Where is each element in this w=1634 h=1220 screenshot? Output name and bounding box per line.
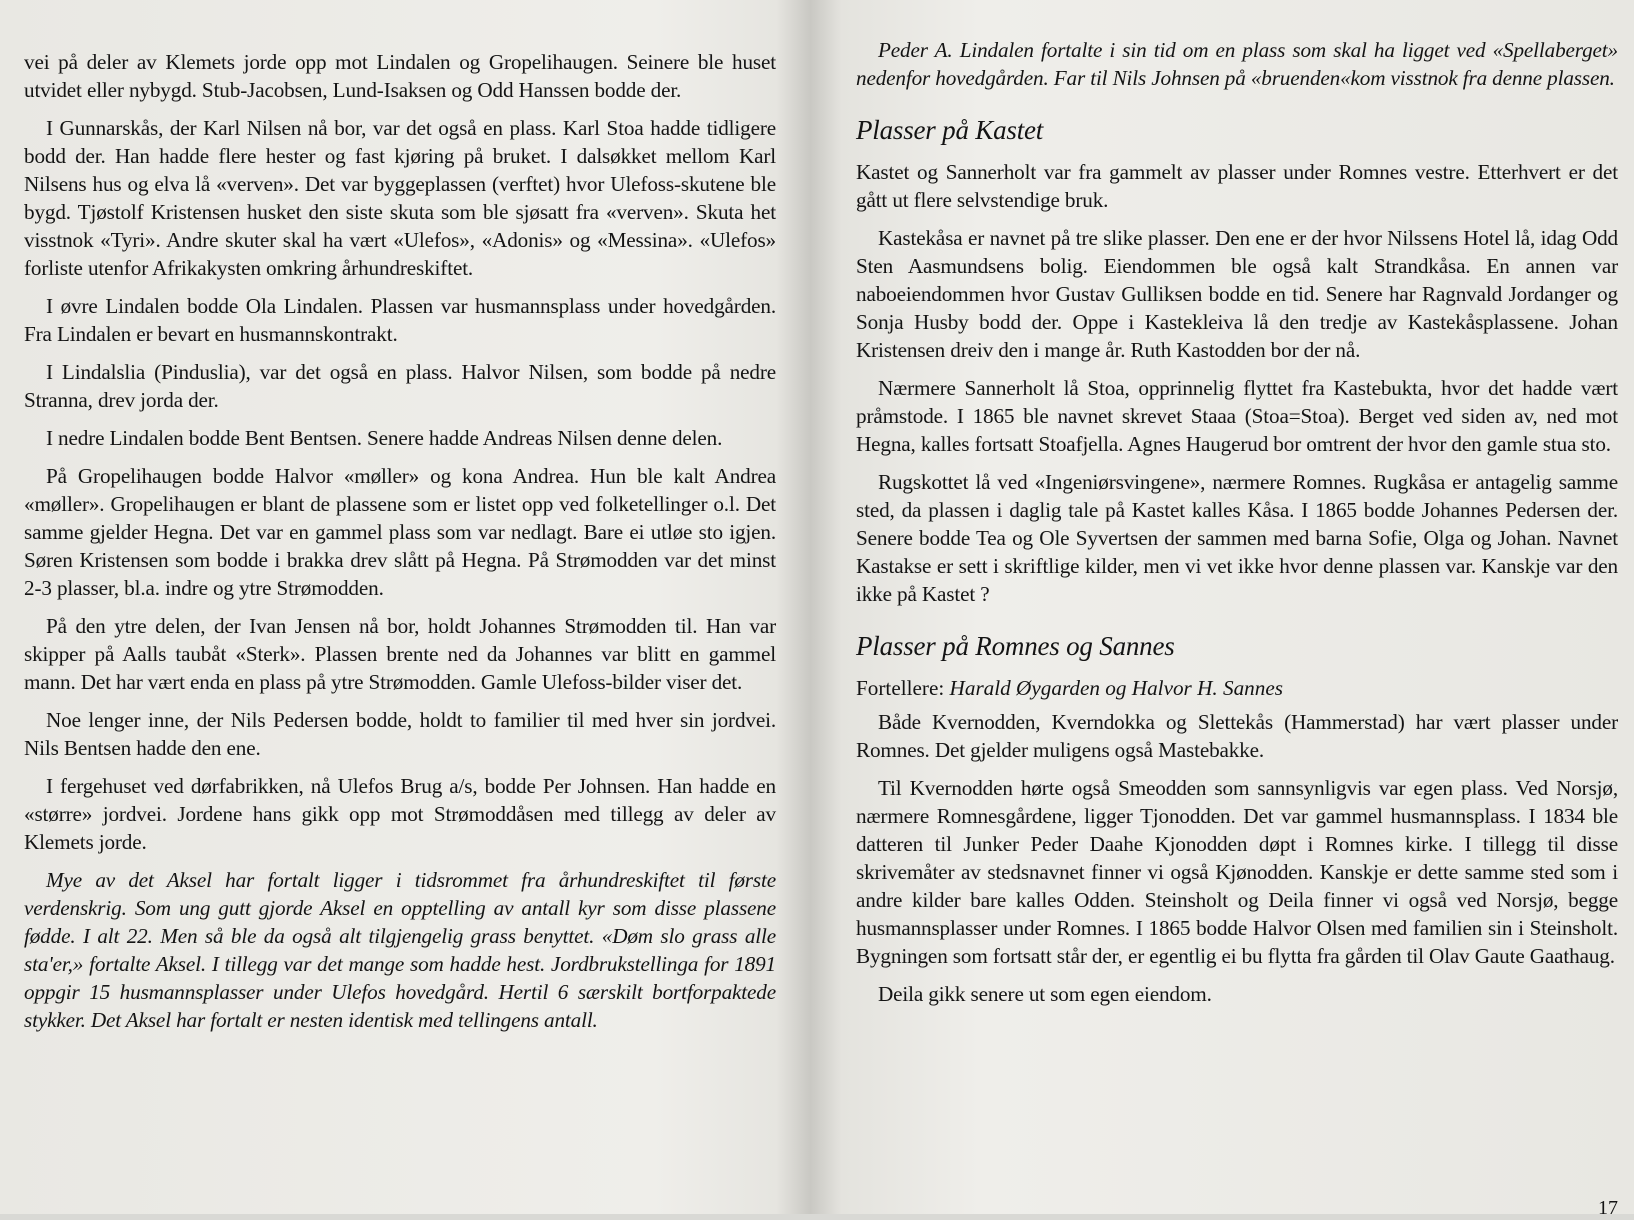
right-intro-italic: Peder A. Lindalen fortalte i sin tid om en plass som skal ha ligget ved «Spellaberget» nedenfor hovedgården. Far til Nils Johnsen på «bruenden«kom visstnok fra denne plassen. xyxy=(856,38,1618,90)
section-heading-romnes-sannes: Plasser på Romnes og Sannes xyxy=(856,631,1175,661)
kastet-paragraph-4: Rugskottet lå ved «Ingeniørsvingene», nærmere Romnes. Rugkåsa er antagelig samme sted, da plassen i daglig tale på Kastet kalles Kåsa. I 1865 bodde Johannes Pedersen der. Senere bodde Tea og Ole Syvertsen der sammen med barna Sofie, Olga og Johan. Navnet Kastakse er sett i skriftlige kilder, men vi vet ikke hvor denne plassen var. Kanskje var den ikke på Kastet ? xyxy=(856,470,1618,606)
left-paragraph-6: På Gropelihaugen bodde Halvor «møller» og kona Andrea. Hun ble kalt Andrea «møller». Gropelihaugen er blant de plassene som er listet opp ved folketellinger o.l. Det samme gjelder Hegna. Det var en gammel plass som var nedlagt. Bare ei utløe sto igjen. Søren Kristensen som bodde i brakka drev slått på Hegna. På Strømodden var det minst 2-3 plasser, bl.a. indre og ytre Strømodden. xyxy=(24,464,776,600)
kastet-paragraph-2: Kastekåsa er navnet på tre slike plasser. Den ene er der hvor Nilssens Hotel lå, idag Odd Sten Aasmundsens bolig. Eiendommen ble også kalt Strandkåsa. En annen var naboeiendommen hvor Gustav Gulliksen bodde en tid. Senere har Ragnvald Jordanger og Sonja Husby bodd der. Oppe i Kastekleiva lå den tredje av Kastekåsplassene. Johan Kristensen dreiv den i mange år. Ruth Kastodden bor der nå. xyxy=(856,226,1618,362)
left-paragraph-5: I nedre Lindalen bodde Bent Bentsen. Senere hadde Andreas Nilsen denne delen. xyxy=(46,426,723,450)
page-number: 17 xyxy=(1598,1197,1618,1219)
narrators-names: Harald Øygarden og Halvor H. Sannes xyxy=(949,676,1284,700)
romnes-paragraph-1: Både Kvernodden, Kverndokka og Slettekås (Hammerstad) har vært plasser under Romnes. Det gjelder muligens også Mastebakke. xyxy=(856,710,1618,762)
left-italic-summary: Mye av det Aksel har fortalt ligger i tidsrommet fra århundreskiftet til første verdenskrig. Som ung gutt gjorde Aksel en opptelling av antall kyr som disse plassene fødde. I alt 22. Men så ble da også alt tilgjengelig grass benyttet. «Døm slo grass alle sta'er,» fortalte Aksel. I tillegg var det mange som hadde hest. Jordbrukstellinga for 1891 oppgir 15 husmannsplasser under Ulefos hovedgård. Hertil 6 særskilt bortforpaktede stykker. Det Aksel har fortalt er nesten identisk med tellingens antall. xyxy=(24,868,776,1032)
left-paragraph-8: Noe lenger inne, der Nils Pedersen bodde, holdt to familier til med hver sin jordvei. Nils Bentsen hadde den ene. xyxy=(24,708,776,760)
left-paragraph-1: vei på deler av Klemets jorde opp mot Lindalen og Gropelihaugen. Seinere ble huset utvidet eller nybygd. Stub-Jacobsen, Lund-Isaksen og Odd Hanssen bodde der. xyxy=(24,50,776,102)
left-paragraph-3: I øvre Lindalen bodde Ola Lindalen. Plassen var husmannsplass under hovedgården. Fra Lindalen er bevart en husmannskontrakt. xyxy=(24,294,776,346)
romnes-paragraph-2: Til Kvernodden hørte også Smeodden som sannsynligvis var egen plass. Ved Norsjø, nærmere Romnesgårdene, ligger Tjonodden. Det var gammel husmannsplass. I 1834 ble datteren til Junker Peder Daahe Kjonodden døpt i Romnes kirke. I tillegg til disse skrivemåter av stedsnavnet finner vi også Kjønodden. Kanskje er dette samme sted som i andre kilder bare kalles Odden. Steinsholt og Deila finner vi også ved Norsjø, begge husmannsplasser under Romnes. I 1865 bodde Halvor Olsen med familien sin i Steinsholt. Bygningen som fortsatt står der, er egentlig ei bu flytta fra gården til Olav Gaute Gaathaug. xyxy=(856,776,1618,968)
right-page xyxy=(814,0,1634,1219)
left-paragraph-2: I Gunnarskås, der Karl Nilsen nå bor, var det også en plass. Karl Stoa hadde tidligere bodd der. Han hadde flere hester og fast kjøring på bruket. I dalsøkket mellom Karl Nilsens hus og elva lå «verven». Det var byggeplassen (verftet) hvor Ulefoss-skutene ble bygd. Tjøstolf Kristensen husket den siste skuta som ble sjøsatt fra «verven». Skuta het visstnok «Tyri». Andre skuter skal ha vært «Ulefos», «Adonis» og «Messina». «Ulefos» forliste utenfor Afrikakysten omkring århundreskiftet. xyxy=(24,116,776,280)
left-paragraph-4: I Lindalslia (Pinduslia), var det også en plass. Halvor Nilsen, som bodde på nedre Stranna, drev jorda der. xyxy=(24,360,776,412)
romnes-paragraph-3: Deila gikk senere ut som egen eiendom. xyxy=(878,982,1212,1006)
left-page xyxy=(0,0,814,1214)
narrators-line xyxy=(856,674,1618,702)
left-paragraph-7: På den ytre delen, der Ivan Jensen nå bor, holdt Johannes Strømodden til. Han var skipper på Aalls taubåt «Sterk». Plassen brente ned da Johannes var blitt en gammel mann. Det har vært enda en plass på ytre Strømodden. Gamle Ulefoss-bilder viser det. xyxy=(24,614,776,694)
kastet-paragraph-1: Kastet og Sannerholt var fra gammelt av plasser under Romnes vestre. Etterhvert er det gått ut flere selvstendige bruk. xyxy=(856,160,1618,212)
narrators-label: Fortellere: xyxy=(856,676,945,700)
left-text-column xyxy=(24,48,776,1044)
kastet-paragraph-3: Nærmere Sannerholt lå Stoa, opprinnelig flyttet fra Kastebukta, hvor det hadde vært pråmstode. I 1865 ble navnet skrevet Staaa (Stoa=Stoa). Berget ved siden av, ned mot Hegna, kalles fortsatt Stoafjella. Agnes Haugerud bor omtrent der hvor den gamle stua sto. xyxy=(856,376,1618,456)
left-paragraph-9: I fergehuset ved dørfabrikken, nå Ulefos Brug a/s, bodde Per Johnsen. Han hadde en «større» jordvei. Jordene hans gikk opp mot Strømoddåsen med tillegg av deler av Klemets jorde. xyxy=(24,774,776,854)
right-text-column xyxy=(856,36,1618,1018)
section-heading-kastet: Plasser på Kastet xyxy=(856,115,1044,145)
